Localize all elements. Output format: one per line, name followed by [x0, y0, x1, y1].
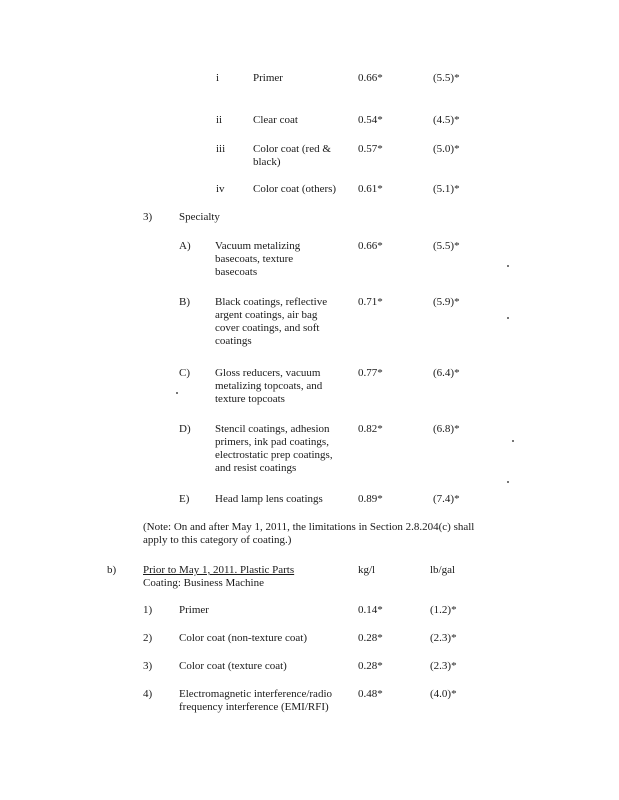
- row-ii-label: Clear coat: [253, 114, 298, 126]
- note-line-2: apply to this category of coating.): [143, 534, 292, 546]
- specialty-heading: Specialty: [179, 211, 220, 223]
- item-b-line-3: cover coatings, and soft: [215, 322, 320, 334]
- item-d-lb: (6.8)*: [433, 423, 460, 435]
- item-c-line-1: Gloss reducers, vacuum: [215, 367, 321, 379]
- b-row-2-label: Color coat (non-texture coat): [179, 632, 307, 644]
- b-row-1-kg: 0.14*: [358, 604, 383, 616]
- row-iv-number: iv: [216, 183, 225, 195]
- row-ii-lb: (4.5)*: [433, 114, 460, 126]
- b-row-4-number: 4): [143, 688, 153, 700]
- section-b-letter: b): [107, 564, 117, 576]
- item-b-line-2: argent coatings, air bag: [215, 309, 318, 321]
- row-iii-label-line-2: black): [253, 156, 281, 168]
- b-row-1-label: Primer: [179, 604, 209, 616]
- item-b-line-4: coatings: [215, 335, 252, 347]
- b-row-4-kg: 0.48*: [358, 688, 383, 700]
- item-d-line-1: Stencil coatings, adhesion: [215, 423, 330, 435]
- row-i-lb: (5.5)*: [433, 72, 460, 84]
- b-row-3-label: Color coat (texture coat): [179, 660, 287, 672]
- row-ii-kg: 0.54*: [358, 114, 383, 126]
- b-row-3-number: 3): [143, 660, 153, 672]
- item-d-line-3: electrostatic prep coatings,: [215, 449, 333, 461]
- b-row-4-line-1: Electromagnetic interference/radio: [179, 688, 332, 700]
- row-i-label: Primer: [253, 72, 283, 84]
- scan-speck: [507, 481, 509, 483]
- row-iii-lb: (5.0)*: [433, 143, 460, 155]
- item-d-line-2: primers, ink pad coatings,: [215, 436, 329, 448]
- item-b-letter: B): [179, 296, 190, 308]
- b-row-4-line-2: frequency interference (EMI/RFI): [179, 701, 329, 713]
- unit-kg-header: kg/l: [358, 564, 376, 576]
- item-b-line-1: Black coatings, reflective: [215, 296, 328, 308]
- item-d-letter: D): [179, 423, 191, 435]
- row-iii-number: iii: [216, 143, 226, 155]
- unit-lb-header: lb/gal: [430, 564, 456, 576]
- b-row-2-number: 2): [143, 632, 153, 644]
- note-line-1: (Note: On and after May 1, 2011, the limitations in Section 2.8.204(c) shall: [143, 521, 475, 533]
- b-row-4-lb: (4.0)*: [430, 688, 457, 700]
- b-row-2-kg: 0.28*: [358, 632, 383, 644]
- item-a-line-3: basecoats: [215, 266, 258, 278]
- scan-speck: [507, 317, 509, 319]
- row-ii-number: ii: [216, 114, 223, 126]
- item-a-kg: 0.66*: [358, 240, 383, 252]
- b-row-2-lb: (2.3)*: [430, 632, 457, 644]
- item-a-line-2: basecoats, texture: [215, 253, 294, 265]
- b-row-3-lb: (2.3)*: [430, 660, 457, 672]
- item-d-line-4: and resist coatings: [215, 462, 297, 474]
- item-e-kg: 0.89*: [358, 493, 383, 505]
- row-i-number: i: [216, 72, 220, 84]
- row-i-kg: 0.66*: [358, 72, 383, 84]
- item-e-label: Head lamp lens coatings: [215, 493, 323, 505]
- item-c-lb: (6.4)*: [433, 367, 460, 379]
- item-d-kg: 0.82*: [358, 423, 383, 435]
- row-iii-label-line-1: Color coat (red &: [253, 143, 331, 155]
- item-a-line-1: Vacuum metalizing: [215, 240, 301, 252]
- specialty-number: 3): [143, 211, 153, 223]
- row-iv-label: Color coat (others): [253, 183, 337, 195]
- section-b-title-line-2: Coating: Business Machine: [143, 577, 264, 589]
- row-iii-kg: 0.57*: [358, 143, 383, 155]
- item-c-letter: C): [179, 367, 190, 379]
- row-iv-lb: (5.1)*: [433, 183, 460, 195]
- item-b-kg: 0.71*: [358, 296, 383, 308]
- item-c-line-3: texture topcoats: [215, 393, 285, 405]
- item-c-kg: 0.77*: [358, 367, 383, 379]
- item-a-letter: A): [179, 240, 191, 252]
- section-b-title-line-1: Prior to May 1, 2011. Plastic Parts: [143, 564, 295, 576]
- item-e-lb: (7.4)*: [433, 493, 460, 505]
- scan-speck: [512, 440, 514, 442]
- item-b-lb: (5.9)*: [433, 296, 460, 308]
- scan-speck: [507, 265, 509, 267]
- b-row-1-lb: (1.2)*: [430, 604, 457, 616]
- b-row-1-number: 1): [143, 604, 153, 616]
- item-e-letter: E): [179, 493, 190, 505]
- scan-speck: [176, 392, 178, 394]
- item-a-lb: (5.5)*: [433, 240, 460, 252]
- item-c-line-2: metalizing topcoats, and: [215, 380, 323, 392]
- b-row-3-kg: 0.28*: [358, 660, 383, 672]
- row-iv-kg: 0.61*: [358, 183, 383, 195]
